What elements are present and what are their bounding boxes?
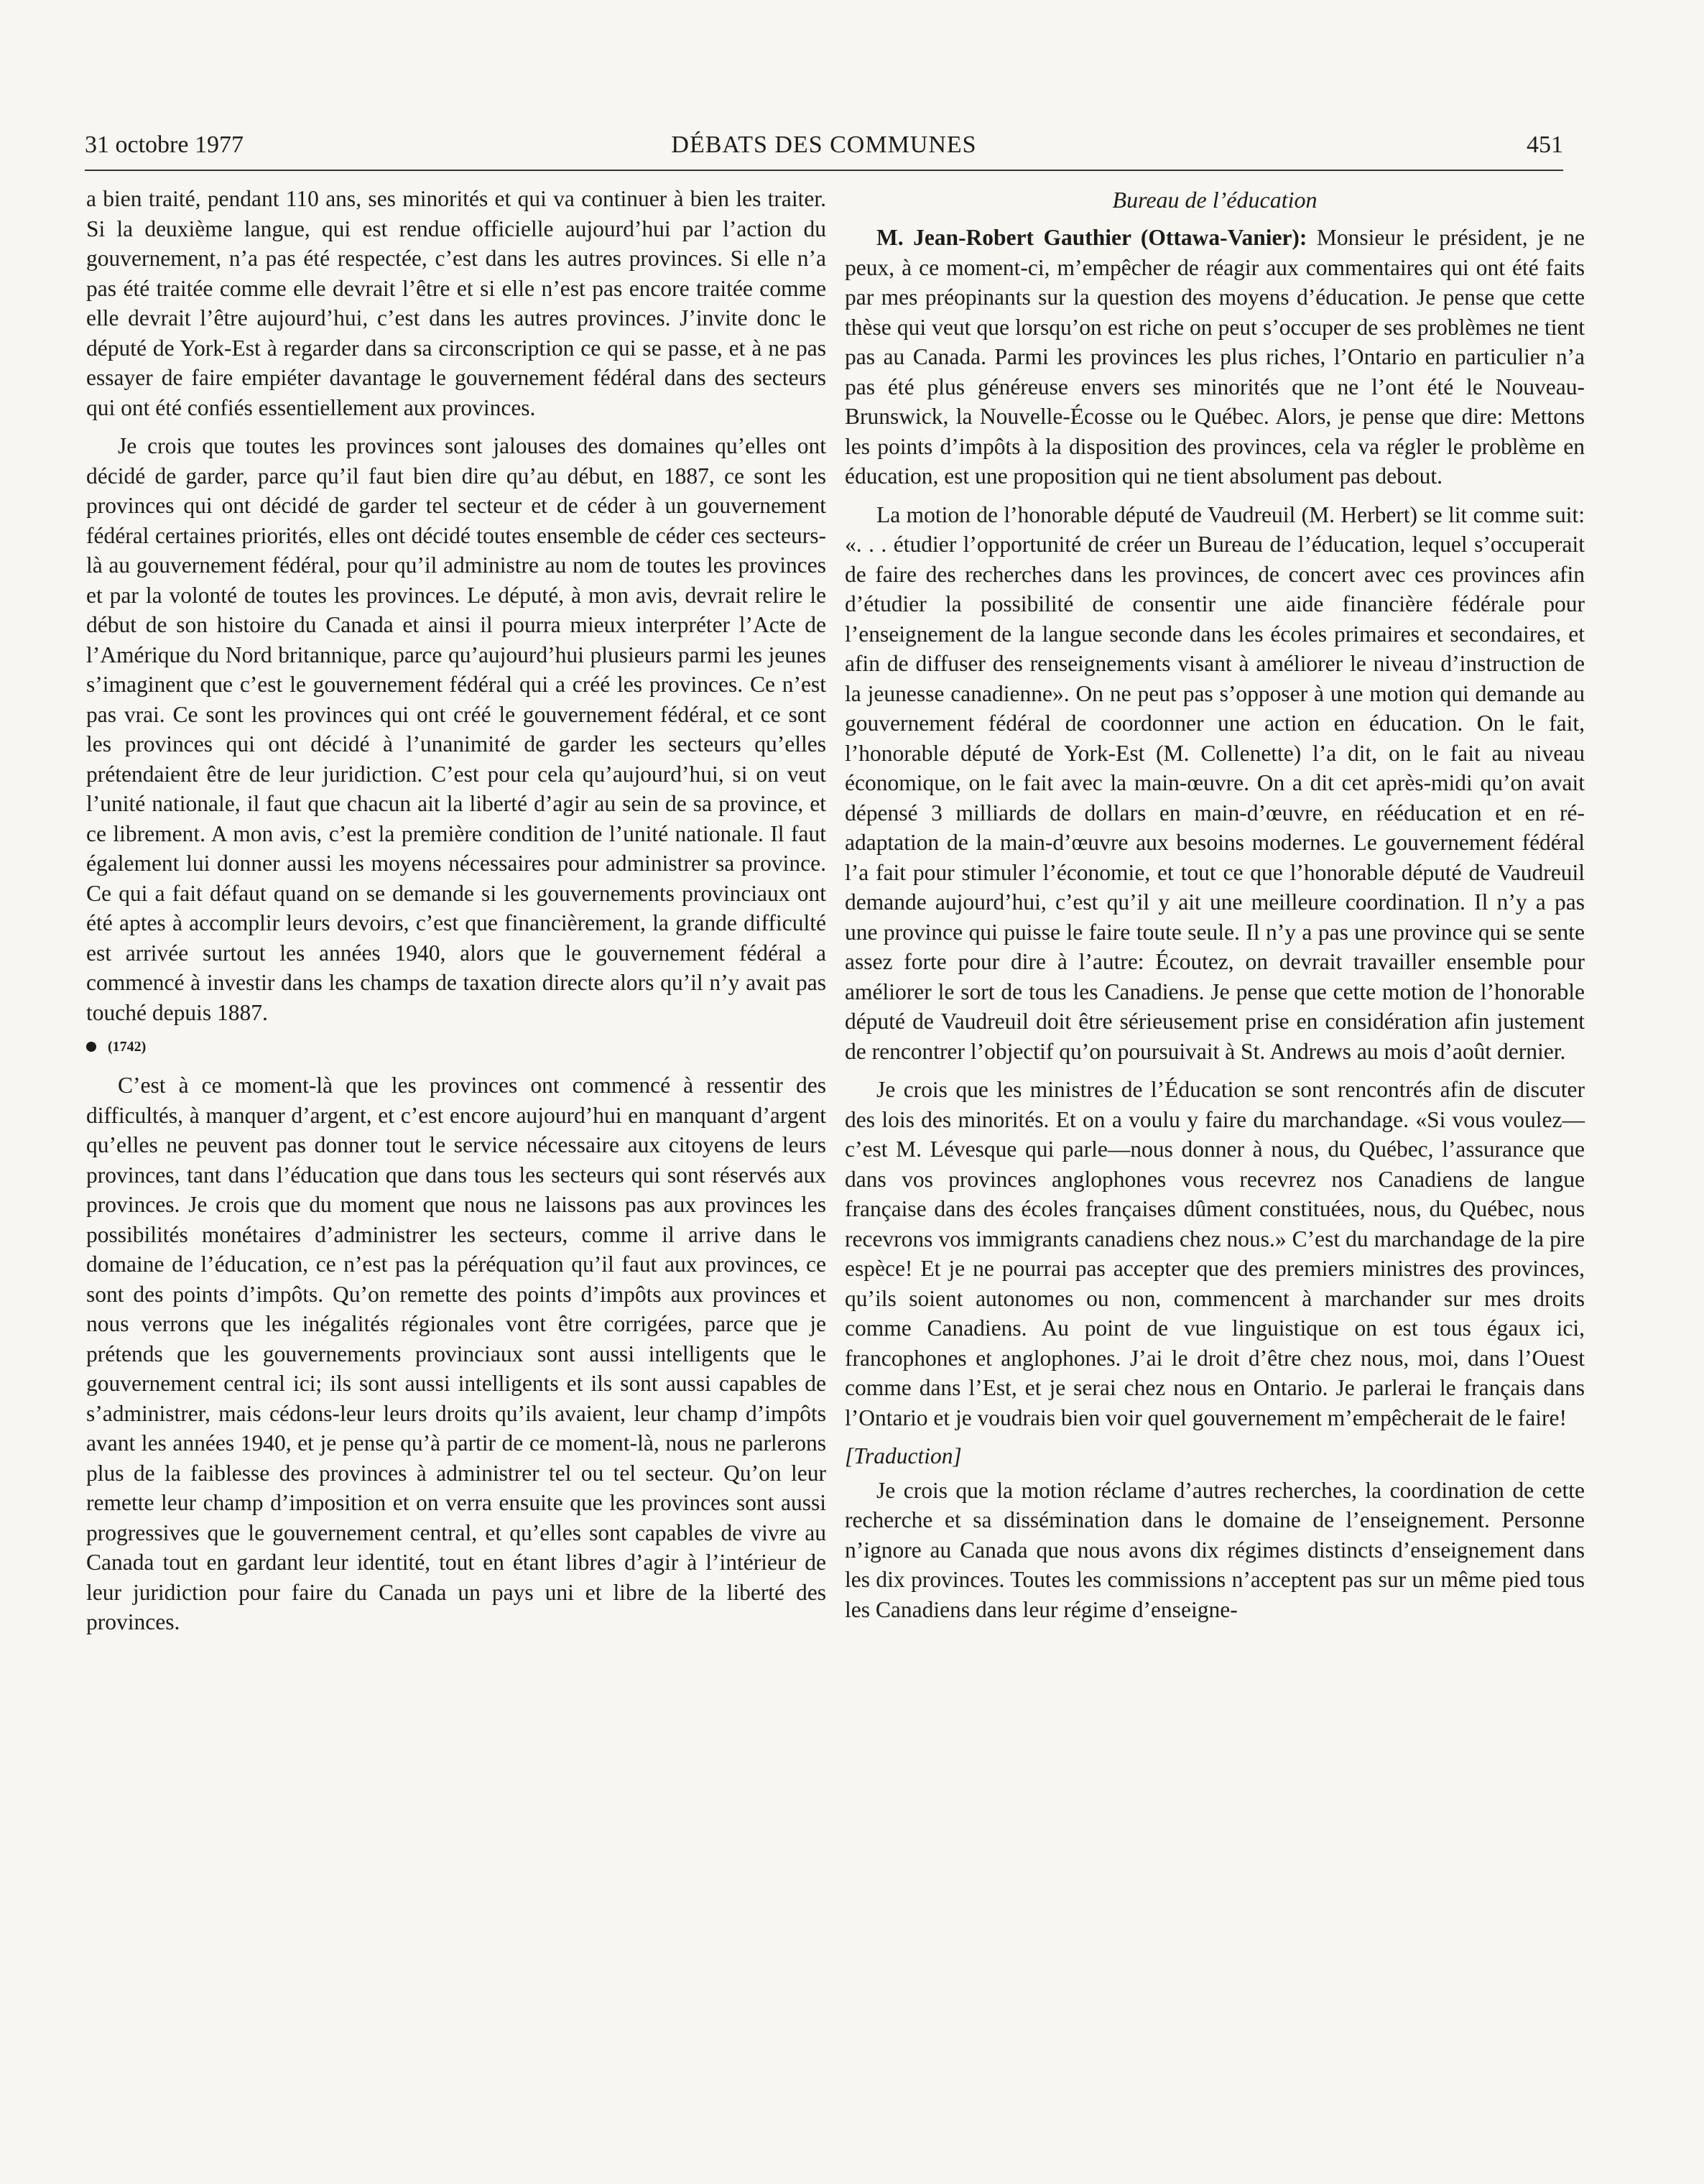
paragraph-text: Monsieur le président, je ne peux, à ce moment-ci, m’empêcher de réagir aux commentaires qui ont été faits par mes préopinants sur la question des moyens d’éducation. Je pense que cette thèse qui veut que lorsqu’on est riche on peut s’occuper de ses problèmes ne tient pas au Canada. Parmi les provinces les plus riches, l’Ontario en particulier n’a pas été plus généreuse envers ses minorités que ne l’ont été le Nouveau-Brunswick, la Nouvelle-Écosse ou le Québec. Alors, je pense que dire: Mettons les points d’impôts à la disposition des provinces, cela va régler le problème en éducation, est une proposition qui ne tient absolument pas debout. bbox=[845, 225, 1585, 489]
header-rule bbox=[85, 170, 1563, 171]
header-date: 31 octobre 1977 bbox=[85, 131, 244, 158]
bullet-icon bbox=[86, 1042, 96, 1052]
header-title: DÉBATS DES COMMUNES bbox=[671, 131, 977, 158]
speaker-name: M. Jean-Robert Gauthier (Ottawa-Vanier): bbox=[876, 225, 1307, 250]
section-title: Bureau de l’éducation bbox=[1112, 187, 1318, 213]
paragraph: Je crois que toutes les provinces sont jalouses des domaines qu’elles ont décidé de garder, parce qu’il faut bien dire qu’au début, en 1887, ce sont les provinces qui ont décidé de garder tel secteur et de céder à un gouvernement fédéral certaines priorités, elles ont décidé toutes ensemble de céder ces secteurs-là au gouvernement fédéral, pour qu’il administre au nom de toutes les provinces et par la volonté de toutes les provinces. Le député, à mon avis, devrait relire le début de son histoire du Canada et ainsi il pourra mieux interpréter l’Acte de l’Amérique du Nord britannique, parce qu’aujourd’hui plusieurs parmi les jeunes s’imaginent que c’est le gouvernement fédéral qui a créé les provinces. Ce n’est pas vrai. Ce sont les provinces qui ont créé le gouvernement fédéral, et ce sont les provinces qui ont décidé à l’unanimité de garder les secteurs qu’elles prétendaient être de leur juridiction. C’est pour cela qu’aujourd’hui, si on veut l’unité nationale, il faut que chacun ait la liberté d’agir au sein de sa province, et ce librement. A mon avis, c’est la première condition de l’unité nationale. Il faut également lui donner aussi les moyens nécessaires pour administrer sa province. Ce qui a fait défaut quand on se demande si les gouvernements provinciaux ont été aptes à accomplir leurs devoirs, c’est que financièrement, la grande difficulté est arrivée surtout les années 1940, alors que le gouvernement fédéral a commencé à investir dans les champs de taxation directe alors qu’il n’y avait pas touché depuis 1887. bbox=[86, 433, 826, 1025]
paragraph: Je crois que la motion réclame d’autres recherches, la coordination de cette recherche et sa dissémination dans le domaine de l’enseignement. Personne n’ignore au Canada que nous avons dix régimes distincts d’enseignement dans les dix provinces. Toutes les commissions n’acceptent pas sur un même pied tous les Canadiens dans leur régime d’enseigne- bbox=[845, 1477, 1585, 1622]
time-marker-label: (1742) bbox=[108, 1039, 147, 1055]
right-column bbox=[845, 184, 1585, 1633]
paragraph: a bien traité, pendant 110 ans, ses minorités et qui va continuer à bien les traiter. Si la deuxième langue, qui est rendue officielle aujourd’hui par l’action du gouvernement, n’a pas été respectée, c’est dans les autres provinces. Si elle n’a pas été traitée comme elle devrait l’être et si elle n’est pas encore traitée comme elle devrait l’être aujourd’hui, c’est dans les autres provinces. J’invite donc le député de York-Est à regarder dans sa circonscription ce qui se passe, et à ne pas essayer de faire empiéter davantage le gouvernement fédéral dans des secteurs qui ont été confiés essentiellement aux provinces. bbox=[86, 186, 826, 420]
page-header bbox=[85, 129, 1563, 170]
time-marker bbox=[86, 1036, 826, 1058]
paragraph bbox=[845, 223, 1585, 491]
translation-marker-label: [Traduction] bbox=[845, 1443, 962, 1468]
paragraph: La motion de l’honorable député de Vaudreuil (M. Herbert) se lit comme suit: «. . . étudier l’opportunité de créer un Bureau de l’éducation, lequel s’occuperait de faire des recherches dans les provinces, de concert avec ces provinces afin d’étudier la possibilité de consentir une aide financière fédérale pour l’enseignement de la langue seconde dans les écoles primaires et secondaires, et afin de diffuser des renseignements visant à améliorer le niveau d’instruction de la jeunesse canadienne». On ne peut pas s’opposer à une motion qui demande au gouvernement fédéral de coordonner une action en éducation. On le fait, l’honorable député de York-Est (M. Collenette) l’a dit, on le fait au niveau économique, on le fait avec la main-œuvre. On a dit cet après-midi qu’on avait dépensé 3 milliards de dollars en main-d’œuvre, en rééducation et en ré-adaptation de la main-d’œuvre aux besoins modernes. Le gouvernement fédéral l’a fait pour stimuler l’économie, et tout ce que l’honorable député de Vaudreuil demande aujourd’hui, c’est qu’il y ait une meilleure coordination. Il n’y a pas une province qui puisse le faire toute seule. Il n’y a pas une province qui se sente assez forte pour dire à l’autre: Écoutez, on devrait travailler ensemble pour améliorer le sort de tous les Canadiens. Je pense que cette motion de l’honorable député de Vaudreuil doit être sérieusement prise en considération afin justement de rencontrer l’objectif qu’on poursuivait à St. Andrews au mois d’août dernier. bbox=[845, 501, 1585, 1064]
left-column bbox=[86, 184, 826, 1646]
header-page-number: 451 bbox=[1527, 131, 1563, 158]
paragraph: Je crois que les ministres de l’Éducation se sont rencontrés afin de discuter des lois des minorités. Et on a voulu y faire du marchandage. «Si vous voulez—c’est M. Lévesque qui parle—nous donner à nous, du Québec, l’assurance que dans vos provinces anglophones vous recevrez nos Canadiens de langue française dans des écoles françaises dûment constituées, nous, du Québec, nous recevrons vos immigrants canadiens chez nous.» C’est du marchandage de la pire espèce! Et je ne pourrai pas accepter que des premiers ministres des provinces, qu’ils soient autonomes ou non, commencent à marchander sur mes droits comme Canadiens. Au point de vue linguistique on est tous égaux ici, francophones et anglophones. J’ai le droit d’être chez nous, moi, dans l’Ouest comme dans l’Est, et je serai chez nous en Ontario. Je parlerai le français dans l’Ontario et je voudrais bien voir quel gouvernement m’empêcherait de le faire! bbox=[845, 1077, 1585, 1430]
translation-marker bbox=[845, 1441, 1585, 1471]
paragraph: C’est à ce moment-là que les provinces ont commencé à ressentir des difficultés, à manquer d’argent, et c’est encore aujourd’hui en manquant d’argent qu’elles ne peuvent pas donner tout le service nécessaire aux citoyens de leurs provinces, tant dans l’éducation que dans tous les secteurs qui sont réservés aux provinces. Je crois que du moment que nous ne laissons pas aux provinces les possibilités monétaires d’administrer les secteurs, comme il arrive dans le domaine de l’éducation, ce n’est pas la péréquation qu’il faut aux provinces, ce sont des points d’impôts. Qu’on remette des points d’impôts aux provinces et nous verrons que les inégalités régionales vont être corrigées, parce que je prétends que les gouvernements provinciaux sont aussi intelligents que le gouvernement central ici; ils sont aussi intelligents et ils sont aussi capables de s’administrer, mais cédons-leur leurs droits qu’ils avaient, leur champ d’impôts avant les années 1940, et je pense qu’à partir de ce moment-là, nous ne parlerons plus de la faiblesse des provinces à administrer tel ou tel secteur. Qu’on leur remette leur champ d’imposition et on verra ensuite que les provinces sont aussi progressives que le gouvernement central, et qu’elles sont capables de vivre au Canada tout en gardant leur identité, tout en étant libres d’agir à l’intérieur de leur juridiction pour faire du Canada un pays uni et libre de la liberté des provinces. bbox=[86, 1073, 826, 1634]
